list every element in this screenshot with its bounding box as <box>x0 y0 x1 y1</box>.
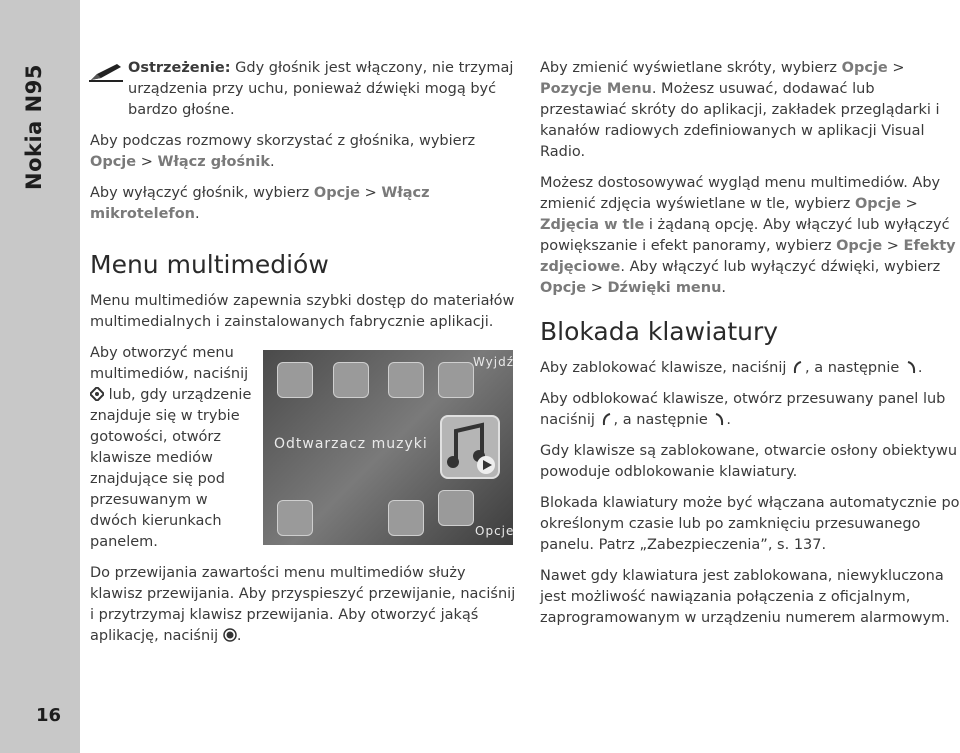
multimedia-key-icon <box>90 387 104 401</box>
right-softkey-icon <box>904 360 918 374</box>
options-ref: Opcje <box>313 185 360 201</box>
scroll-paragraph <box>90 563 518 647</box>
unlock-paragraph <box>540 389 960 431</box>
app-name-label: Odtwarzacz muzyki <box>274 436 428 452</box>
text: . <box>917 360 923 376</box>
multimedia-intro: Menu multimediów zapewnia szybki dostęp do materiałów multimedialnych i zainstalowanych fabrycznie aplikacji. <box>90 293 515 330</box>
select-key-icon <box>223 628 237 642</box>
section-heading-keylock: Blokada klawiatury <box>540 317 779 346</box>
open-menu-paragraph <box>90 343 252 553</box>
options-softkey: Opcje <box>475 524 515 538</box>
options-ref: Opcje <box>90 154 137 170</box>
auto-lock-paragraph: Blokada klawiatury może być włączana automatycznie po określonym czasie lub po zamknięciu przesuwanego panelu. Patrz „Zabezpieczenia”, s. 137. <box>540 495 960 553</box>
text: Aby podczas rozmowy skorzystać z głośnika, wybierz <box>90 133 476 149</box>
menu-tile <box>333 362 369 398</box>
music-note-icon <box>442 417 498 477</box>
exit-softkey: Wyjdź <box>473 355 515 369</box>
options-ref: Opcje <box>841 60 888 76</box>
menu-tile <box>438 362 474 398</box>
text: Aby odblokować klawisze, otwórz przesuwany panel lub naciśnij <box>540 391 946 428</box>
warning-text: Gdy głośnik jest włączony, nie trzymaj urządzenia przy uchu, ponieważ dźwięki mogą być bardzo głośne. <box>128 60 514 118</box>
shortcuts-paragraph <box>540 58 960 163</box>
pencil-warning-icon <box>89 62 123 82</box>
section-heading-multimedia: Menu multimediów <box>90 250 329 279</box>
command-ref: Włącz mikrotelefon <box>90 185 430 222</box>
speaker-off-paragraph <box>90 183 518 225</box>
menu-tile <box>438 490 474 526</box>
warning-paragraph <box>90 58 518 121</box>
text: . Aby włączyć lub wyłączyć dźwięki, wybierz <box>620 259 941 275</box>
menu-tile <box>388 500 424 536</box>
warning-label: Ostrzeżenie: <box>128 60 231 76</box>
text: Aby otworzyć menu multimediów, naciśnij <box>90 345 249 382</box>
command-ref: Pozycje Menu <box>540 81 652 97</box>
text: Aby zmienić wyświetlane skróty, wybierz <box>540 60 842 76</box>
text: , a następnie <box>804 360 904 376</box>
menu-tile <box>277 500 313 536</box>
command-ref: Dźwięki menu <box>607 280 722 296</box>
text: . <box>726 412 732 428</box>
text: Aby zablokować klawisze, naciśnij <box>540 360 791 376</box>
command-ref: Efekty zdjęciowe <box>540 238 956 275</box>
text: i żądaną opcję. Aby włączyć lub wyłączyć powiększanie i efekt panoramy, wybierz <box>540 217 950 254</box>
text: > <box>887 60 905 76</box>
options-ref: Opcje <box>836 238 883 254</box>
text: Do przewijania zawartości menu multimediów służy klawisz przewijania. Aby przyspieszyć przewijanie, naciśnij i przytrzymaj klawisz przewijania. Aby otworzyć jakąś aplikację, naciśnij <box>90 565 516 644</box>
multimedia-menu-screenshot <box>263 350 513 545</box>
text: > <box>901 196 918 212</box>
text: > <box>586 280 608 296</box>
emergency-paragraph: Nawet gdy klawiatura jest zablokowana, niewykluczona jest możliwość nawiązania połączenia z oficjalnym, zaprogramowanym w urządzeniu numerem alarmowym. <box>540 568 950 626</box>
options-ref: Opcje <box>854 196 902 212</box>
music-player-tile <box>440 415 500 479</box>
text: > <box>136 154 158 170</box>
command-ref: Włącz głośnik <box>157 154 271 170</box>
options-ref: Opcje <box>540 280 587 296</box>
command-ref: Zdjęcia w tle <box>540 217 645 233</box>
text: . <box>236 628 242 644</box>
menu-tile <box>277 362 313 398</box>
text: Aby wyłączyć głośnik, wybierz <box>90 185 314 201</box>
page-number: 16 <box>36 705 62 726</box>
text: Możesz dostosowywać wygląd menu multimediów. Aby zmienić zdjęcia wyświetlane w tle, wybierz <box>540 175 941 212</box>
sidebar <box>0 0 80 753</box>
text: , a następnie <box>613 412 713 428</box>
text: . <box>721 280 727 296</box>
speaker-on-paragraph <box>90 131 518 173</box>
menu-tile <box>388 362 424 398</box>
lock-paragraph <box>540 358 960 379</box>
right-softkey-icon <box>712 412 726 426</box>
text: . <box>270 154 275 170</box>
lens-cover-paragraph: Gdy klawisze są zablokowane, otwarcie osłony obiektywu powoduje odblokowanie klawiatury. <box>540 443 958 480</box>
left-softkey-icon <box>791 360 805 374</box>
text: . Możesz usuwać, dodawać lub przestawiać skróty do aplikacji, zakładek przeglądarki i kanałów radiowych zdefiniowanych w aplikacji Visual Radio. <box>540 81 940 160</box>
appearance-paragraph <box>540 173 960 299</box>
text: > <box>882 238 904 254</box>
left-softkey-icon <box>600 412 614 426</box>
right-column <box>540 58 960 639</box>
text: > <box>359 185 382 201</box>
brand-label: Nokia N95 <box>22 64 46 190</box>
text: . <box>195 206 200 222</box>
text: lub, gdy urządzenie znajduje się w trybie gotowości, otwórz klawisze mediów znajdujące się pod przesuwanym w dwóch kierunkach panelem. <box>90 387 252 550</box>
